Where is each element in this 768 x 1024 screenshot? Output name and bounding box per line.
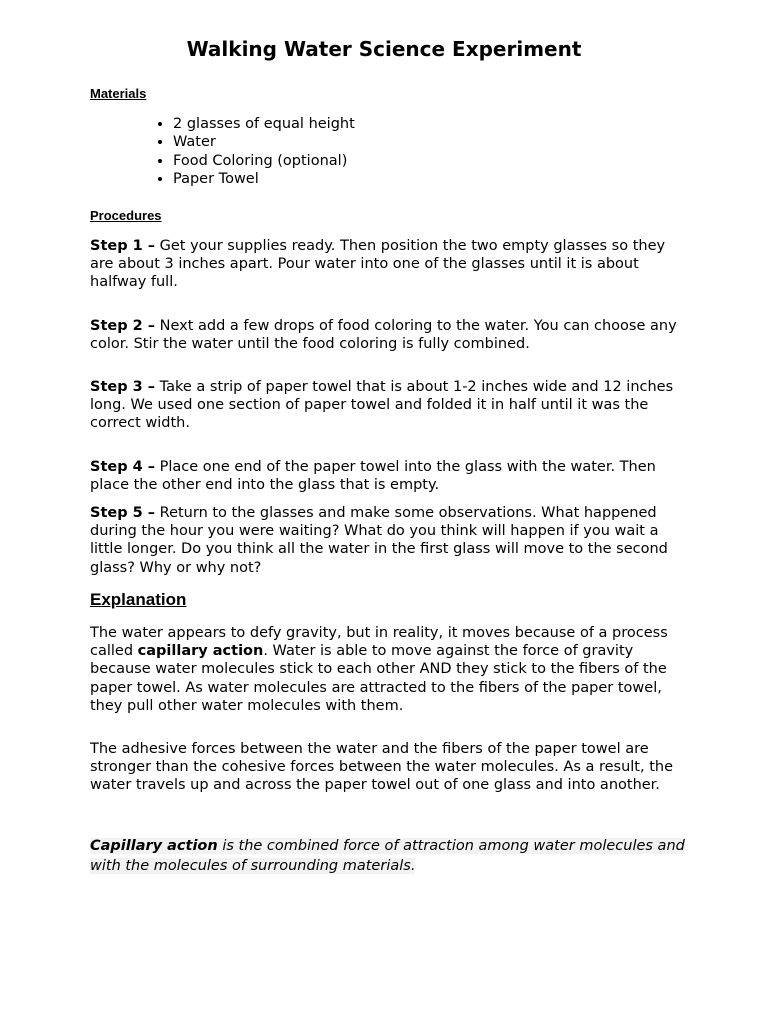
capillary-action-definition [90, 836, 690, 876]
step-label: Step 4 – [90, 459, 156, 475]
capillary-action-term: capillary action [137, 643, 264, 660]
materials-list [90, 115, 355, 189]
procedures-heading: Procedures [90, 208, 162, 223]
list-item: • 2 glasses of equal height [173, 115, 355, 133]
explanation-paragraph-1 [90, 624, 680, 715]
step-text: Get your supplies ready. Then position the two empty glasses so they are about 3 inches apart. Pour water into one of the glasses until it is about halfway full. [90, 238, 666, 291]
explanation-text: . Water is able to move against the force of gravity because water molecules stick to each other AND they stick to the fibers of the paper towel. As water molecules are attracted to the fibers of the paper towel, they pull other water molecules with them. [90, 643, 667, 714]
step-text: Return to the glasses and make some observations. What happened during the hour you were waiting? What do you think will happen if you wait a little longer. Do you think all the water in the first glass will move to the second glass? Why or why not? [90, 505, 668, 576]
definition-text: is the combined force of attraction among water molecules and with the molecules of surrounding materials. [90, 838, 685, 874]
explanation-heading: Explanation [90, 590, 187, 609]
definition-term: Capillary action [90, 838, 218, 854]
list-item: • Food Coloring (optional) [173, 152, 355, 170]
step-text: Take a strip of paper towel that is about 1-2 inches wide and 12 inches long. We used one section of paper towel and folded it in half until it was the correct width. [90, 379, 674, 432]
document-title: Walking Water Science Experiment [186, 37, 582, 61]
step-2 [90, 317, 680, 353]
step-label: Step 3 – [90, 379, 156, 395]
list-item: • Paper Towel [173, 170, 355, 188]
step-3 [90, 378, 680, 433]
step-text: Next add a few drops of food coloring to the water. You can choose any color. Stir the water until the food coloring is fully combined. [90, 318, 677, 353]
step-1 [90, 237, 680, 292]
step-4 [90, 458, 680, 494]
step-label: Step 1 – [90, 238, 156, 254]
explanation-paragraph-2: The adhesive forces between the water and the fibers of the paper towel are stronger than the cohesive forces between the water molecules. As a result, the water travels up and across the paper towel out of one glass and into another. [90, 741, 674, 794]
step-label: Step 2 – [90, 318, 156, 334]
list-item: • Water [173, 133, 355, 151]
materials-heading: Materials [90, 86, 147, 101]
explanation-text: The water appears to defy gravity, but in reality, it moves because of a process called [90, 625, 668, 660]
step-text: Place one end of the paper towel into the glass with the water. Then place the other end into the glass that is empty. [90, 459, 656, 494]
step-5 [90, 504, 680, 577]
step-label: Step 5 – [90, 505, 156, 521]
